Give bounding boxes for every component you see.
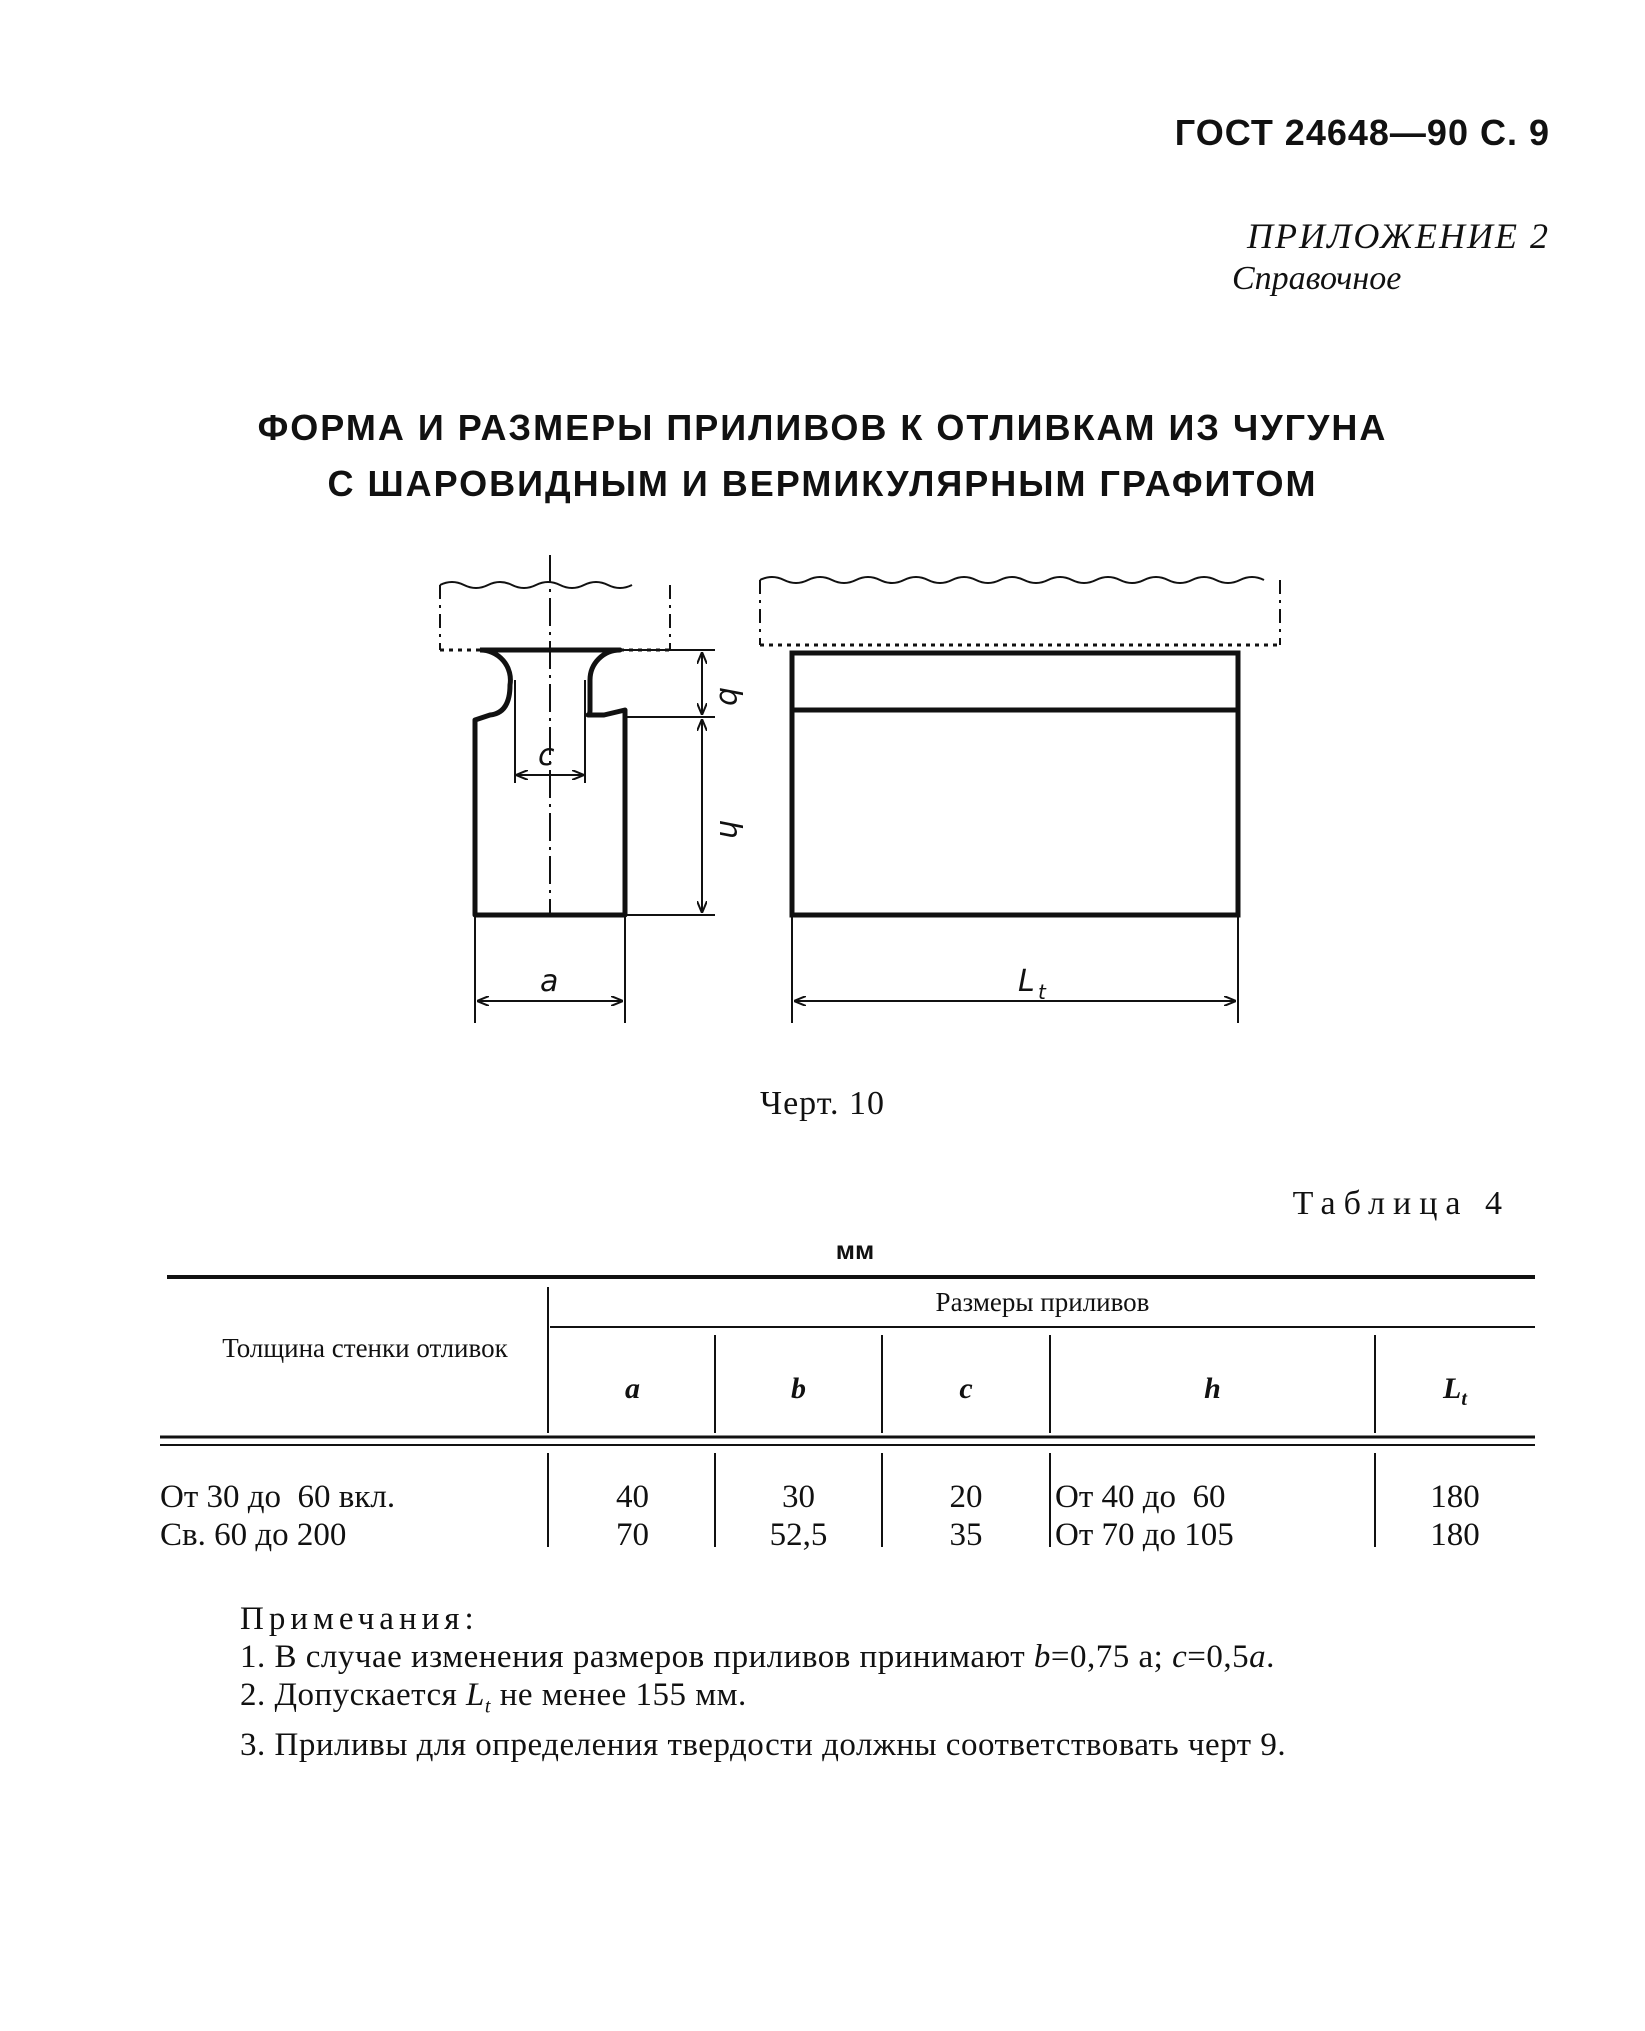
col-header-c: c [959, 1372, 973, 1405]
title-line-1: ФОРМА И РАЗМЕРЫ ПРИЛИВОВ К ОТЛИВКАМ ИЗ ЧУГУНА [257, 407, 1388, 448]
row-2-h: От 70 до 105 [1055, 1517, 1234, 1553]
row-2-b: 52,5 [769, 1517, 828, 1553]
note-2 [240, 1676, 1286, 1726]
col-header-b: b [791, 1372, 806, 1405]
label-a: a [540, 964, 559, 999]
note-2-var-subscript: t [484, 1695, 491, 1718]
label-c: c [538, 738, 555, 773]
table-number: Таблица 4 [1292, 1185, 1510, 1222]
note-2-text: 2. Допускается [240, 1677, 467, 1713]
row-1-L: 180 [1430, 1479, 1480, 1515]
row-1-c: 20 [949, 1479, 983, 1515]
side-view [760, 577, 1280, 1023]
appendix-subtitle: Справочное [1232, 260, 1402, 297]
row-1-h: От 40 до 60 [1055, 1479, 1226, 1515]
col-header-thickness: Толщина стенки отливок [222, 1333, 508, 1363]
casting-body-left [440, 582, 632, 588]
note-1-text-3: =0,5 [1187, 1639, 1250, 1675]
col-header-L-subscript: t [1461, 1388, 1467, 1410]
col-header-h: h [1204, 1372, 1221, 1405]
group-header-sizes: Размеры приливов [935, 1287, 1150, 1317]
lug-side-outline [792, 653, 1238, 915]
label-L: L [1018, 964, 1035, 999]
row-2-thickness: Св. 60 до 200 [160, 1517, 347, 1553]
note-2-end: не менее 155 мм. [490, 1677, 747, 1713]
label-h: h [712, 820, 747, 840]
figure-caption: Черт. 10 [759, 1085, 886, 1122]
row-2-L: 180 [1430, 1517, 1480, 1553]
note-1 [240, 1638, 1286, 1676]
notes [240, 1600, 1286, 1764]
row-1-b: 30 [782, 1479, 815, 1515]
casting-body-right [760, 577, 1264, 583]
note-2-var-L: L [466, 1677, 485, 1713]
title-line-2: С ШАРОВИДНЫМ И ВЕРМИКУЛЯРНЫМ ГРАФИТОМ [327, 463, 1318, 504]
cross-section-view [440, 555, 715, 1023]
col-header-L-letter: L [1443, 1372, 1462, 1405]
label-L-subscript: t [1038, 980, 1046, 1004]
row-2-c: 35 [949, 1517, 983, 1553]
note-1-var-c: c [1172, 1639, 1188, 1675]
note-1-text: 1. В случае изменения размеров приливов принимают [240, 1639, 1034, 1675]
appendix-title: ПРИЛОЖЕНИЕ 2 [1247, 216, 1550, 256]
row-2-a: 70 [616, 1517, 649, 1553]
casting-body-left-sides [440, 585, 670, 650]
notes-heading: Примечания: [240, 1601, 479, 1637]
row-1-thickness: От 30 до 60 вкл. [160, 1479, 396, 1515]
page-header: ГОСТ 24648—90 С. 9 [1174, 112, 1550, 153]
label-b: b [712, 687, 747, 707]
technical-drawing [420, 545, 1300, 1045]
col-header-a: a [625, 1372, 640, 1405]
note-3: 3. Приливы для определения твердости должны соответствовать черт 9. [240, 1726, 1287, 1763]
table-units: мм [835, 1235, 875, 1265]
note-1-text-2: =0,75 а; [1050, 1639, 1173, 1675]
note-1-var-b: b [1033, 1639, 1051, 1675]
casting-body-right-sides [760, 580, 1280, 645]
row-1-a: 40 [616, 1479, 649, 1515]
document-title [0, 400, 1645, 512]
note-1-var-a: a [1249, 1639, 1267, 1675]
note-1-end: . [1266, 1639, 1275, 1675]
col-header-L [1375, 1372, 1535, 1411]
